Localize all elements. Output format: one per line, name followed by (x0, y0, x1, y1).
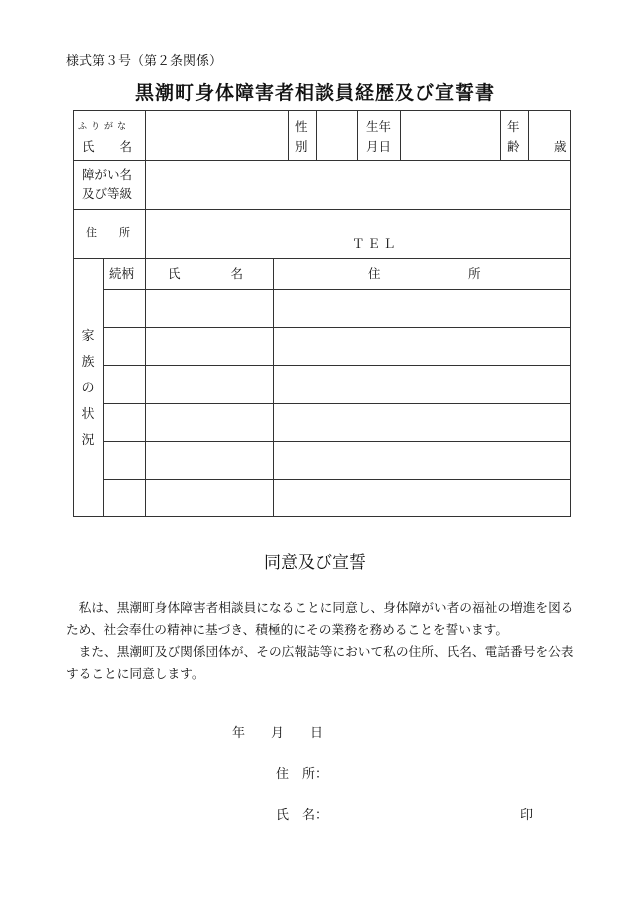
name-label: 氏 名 (82, 139, 133, 154)
signature-address-label: 住 所： (276, 767, 329, 782)
sex-label-2: 別 (295, 139, 308, 154)
birth-label-1: 生年 (366, 119, 392, 134)
disability-label-2: 及び等級 (82, 186, 133, 201)
table-row[interactable] (104, 480, 570, 516)
address-field[interactable] (146, 210, 570, 257)
table-row[interactable] (104, 366, 570, 402)
tel-label: ＴＥＬ (352, 236, 399, 251)
signature-date: 年 月 日 (232, 726, 324, 741)
consent-paragraph: また、黒潮町及び関係団体が、その広報誌等において私の住所、氏名、電話番号を公表することに同意します。 (66, 644, 574, 681)
family-char-3: の (81, 381, 95, 396)
name-field[interactable] (146, 111, 287, 159)
seal-mark: 印 (520, 808, 534, 823)
family-header-address: 住 所 (368, 266, 481, 281)
signature-address-field[interactable] (330, 758, 550, 782)
disability-label-1: 障がい名 (82, 167, 133, 182)
document-title: 黒潮町身体障害者相談員経歴及び宣誓書 (134, 82, 495, 104)
age-label-2: 齢 (507, 139, 520, 154)
family-char-2: 族 (81, 355, 95, 370)
family-char-1: 家 (81, 329, 95, 344)
family-char-5: 況 (81, 433, 95, 448)
sex-label-1: 性 (295, 119, 308, 134)
sex-field[interactable] (317, 111, 356, 159)
birth-label-2: 月日 (366, 139, 392, 154)
table-row[interactable] (104, 290, 570, 326)
table-row[interactable] (104, 442, 570, 478)
furigana-label: ふりがな (78, 122, 131, 132)
family-char-4: 状 (81, 407, 95, 422)
age-unit: 歳 (554, 139, 567, 154)
address-label: 住 所 (86, 226, 130, 239)
section-title: 同意及び宣誓 (264, 553, 366, 573)
oath-paragraph: 私は、黒潮町身体障害者相談員になることに同意し、身体障がい者の福祉の増進を図るため、社会奉仕の精神に基づき、積極的にその業務を務めることを誓います。 (66, 600, 574, 637)
age-label-1: 年 (507, 119, 520, 134)
table-row[interactable] (104, 328, 570, 364)
age-field[interactable] (529, 111, 553, 159)
signature-name-field[interactable] (330, 799, 510, 823)
family-header-name: 氏 名 (168, 266, 244, 281)
signature-name-label: 氏 名： (276, 808, 329, 823)
table-row[interactable] (104, 404, 570, 440)
birth-field[interactable] (401, 111, 499, 159)
disability-field[interactable] (146, 161, 570, 208)
form-number: 様式第３号（第２条関係） (66, 54, 223, 69)
family-header-relation: 続柄 (109, 266, 135, 281)
